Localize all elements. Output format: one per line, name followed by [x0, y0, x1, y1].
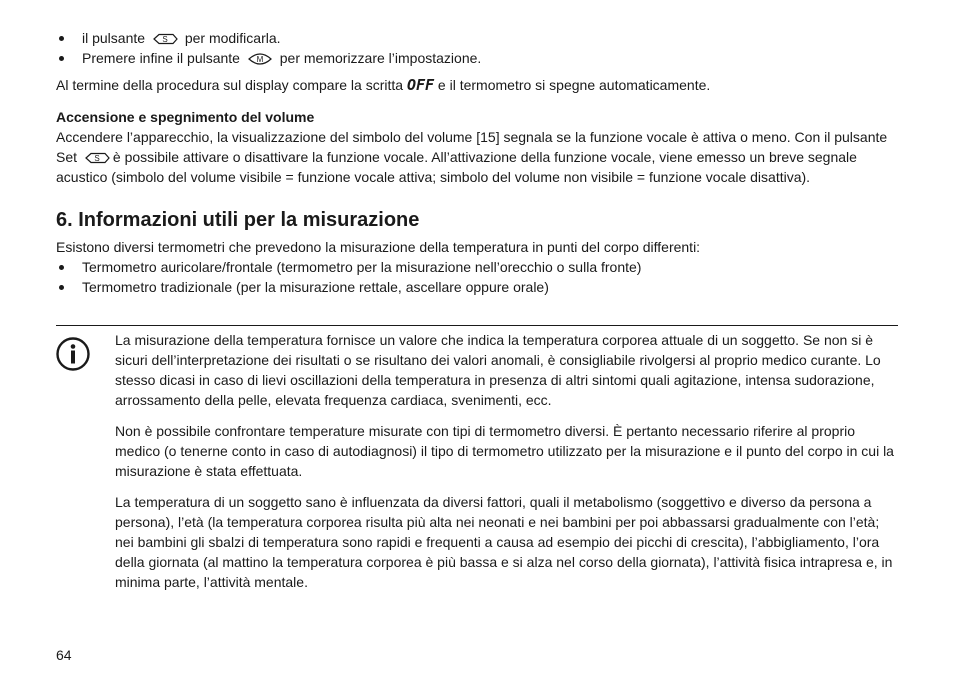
- info-paragraph: La misurazione della temperatura fornisce un valore che indica la temperatura corporea attuale di un soggetto. Se non si è sicuri dell’interpretazione dei risultati o se risultano dei valori anomali, è consigliabile rivolgersi al proprio medico curante. Lo stesso dicasi in caso di lievi oscillazioni della temperatura in presenza di altri sintomi quali agitazione, intensa sudorazione, arrossamento della pelle, elevata frequenza cardiaca, svenimenti, ecc.: [115, 332, 881, 408]
- page-number: 64: [56, 647, 72, 663]
- section-intro: Esistono diversi termometri che prevedono la misurazione della temperatura in punti del corpo differenti:: [56, 239, 701, 255]
- svg-text:M: M: [256, 55, 264, 64]
- svg-text:S: S: [162, 35, 168, 44]
- info-text: [115, 326, 898, 592]
- list-item: Termometro auricolare/frontale (termometro per la misurazione nell’orecchio o sulla fronte): [56, 257, 898, 277]
- set-button-icon: [152, 33, 178, 45]
- volume-paragraph: Accendere l’apparecchio, la visualizzazione del simbolo del volume [15] segnala se la funzione vocale è attiva o meno. Con il pulsante Set S è possibile attivare o disattivare la funzione vocale. All’attivazione della funzione vocale, viene emesso un breve segnale acustico (simbolo del volume visibile = funzione vocale attiva; simbolo del volume non visibile = funzione vocale disattiva).: [56, 129, 888, 185]
- step-item: [56, 48, 898, 68]
- manual-page: [56, 28, 898, 297]
- svg-text:S: S: [94, 154, 100, 163]
- step-text: per memorizzare l’impostazione.: [279, 50, 482, 66]
- info-note: [56, 325, 898, 592]
- step-text: per modificarla.: [184, 30, 281, 46]
- memory-button-icon: [247, 51, 273, 67]
- info-paragraph: La temperatura di un soggetto sano è influenzata da diversi fattori, quali il metabolismo (soggettivo e diverso da persona a persona), l’età (la temperatura corporea risulta più alta nei neonati e nei bambini per poi abbassarsi gradualmente con l’età; nei bambini gli sbalzi di temperatura sono rapidi e frequenti a causa ad esempio dei picchi di crescita), l’abbigliamento, l’ora della giornata (al mattino la temperatura corporea è più bassa e si alza nel corso della giornata), l’attività fisica intrapresa e, in minima parte, l’attività mentale.: [115, 494, 893, 590]
- section-title: 6. Informazioni utili per la misurazione: [56, 209, 420, 231]
- step-item: [56, 28, 898, 48]
- info-paragraph: Non è possibile confrontare temperature misurate con tipi di termometro diversi. È pertanto necessario riferire al proprio medico (o tenerne conto in caso di autodiagnosi) il tipo di termometro utilizzato per la misurazione e il punto del corpo in cui la misurazione è stata effettuata.: [115, 423, 894, 479]
- set-button-icon: [84, 152, 110, 164]
- info-icon: [56, 337, 90, 371]
- step-text: Premere infine il pulsante: [82, 50, 240, 66]
- procedure-end-text: Al termine della procedura sul display compare la scritta OFF e il termometro si spegne automaticamente.: [56, 76, 711, 94]
- volume-heading: Accensione e spegnimento del volume: [56, 109, 315, 125]
- step-text: il pulsante: [82, 30, 146, 46]
- display-off-text: OFF: [406, 76, 435, 94]
- list-item: Termometro tradizionale (per la misurazione rettale, ascellare oppure orale): [56, 277, 898, 297]
